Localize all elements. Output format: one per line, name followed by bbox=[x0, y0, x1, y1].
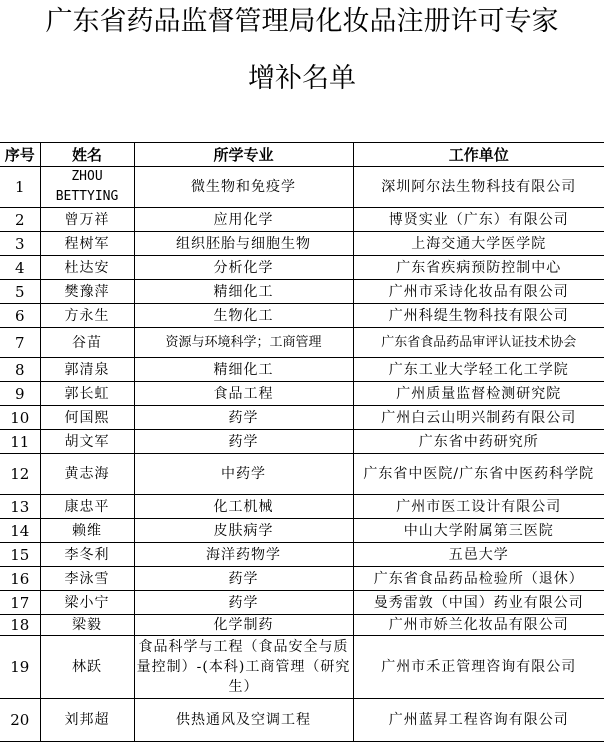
cell-name: 刘邦超 bbox=[40, 699, 134, 742]
cell-name: 程树军 bbox=[40, 232, 134, 256]
cell-unit: 广州市娇兰化妆品有限公司 bbox=[353, 615, 604, 636]
header-no: 序号 bbox=[0, 143, 40, 167]
cell-major: 应用化学 bbox=[134, 208, 353, 232]
cell-no: 10 bbox=[0, 406, 40, 430]
cell-name: 曾万祥 bbox=[40, 208, 134, 232]
table-row bbox=[0, 232, 604, 256]
cell-unit: 广州市采诗化妆品有限公司 bbox=[353, 280, 604, 304]
cell-name: 林跃 bbox=[40, 636, 134, 699]
cell-name: 黄志海 bbox=[40, 454, 134, 495]
table-row bbox=[0, 358, 604, 382]
cell-unit: 深圳阿尔法生物科技有限公司 bbox=[353, 167, 604, 208]
cell-unit: 广州市禾正管理咨询有限公司 bbox=[353, 636, 604, 699]
table-row bbox=[0, 615, 604, 636]
table-row bbox=[0, 382, 604, 406]
document-title: 广东省药品监督管理局化妆品注册许可专家 bbox=[45, 6, 559, 37]
cell-no: 5 bbox=[0, 280, 40, 304]
table-row bbox=[0, 280, 604, 304]
table-row bbox=[0, 406, 604, 430]
header-unit: 工作单位 bbox=[353, 143, 604, 167]
header-name: 姓名 bbox=[40, 143, 134, 167]
cell-major: 中药学 bbox=[134, 454, 353, 495]
cell-name: 方永生 bbox=[40, 304, 134, 328]
table-row bbox=[0, 636, 604, 699]
cell-major: 精细化工 bbox=[134, 358, 353, 382]
cell-major: 海洋药物学 bbox=[134, 543, 353, 567]
cell-name: ZHOU BETTYING bbox=[40, 167, 134, 208]
cell-no: 8 bbox=[0, 358, 40, 382]
cell-major: 供热通风及空调工程 bbox=[134, 699, 353, 742]
cell-no: 19 bbox=[0, 636, 40, 699]
cell-unit: 上海交通大学医学院 bbox=[353, 232, 604, 256]
cell-no: 13 bbox=[0, 495, 40, 519]
cell-unit: 广东省食品药品检验所（退休） bbox=[353, 567, 604, 591]
cell-unit: 广州市医工设计有限公司 bbox=[353, 495, 604, 519]
cell-no: 16 bbox=[0, 567, 40, 591]
cell-name: 郭长虹 bbox=[40, 382, 134, 406]
cell-major: 化工机械 bbox=[134, 495, 353, 519]
cell-no: 9 bbox=[0, 382, 40, 406]
cell-name: 杜达安 bbox=[40, 256, 134, 280]
table-row bbox=[0, 543, 604, 567]
table-row bbox=[0, 519, 604, 543]
cell-major: 精细化工 bbox=[134, 280, 353, 304]
cell-major: 化学制药 bbox=[134, 615, 353, 636]
cell-no: 20 bbox=[0, 699, 40, 742]
cell-unit: 曼秀雷敦（中国）药业有限公司 bbox=[353, 591, 604, 615]
table-row bbox=[0, 567, 604, 591]
cell-unit: 广东省疾病预防控制中心 bbox=[353, 256, 604, 280]
cell-no: 1 bbox=[0, 167, 40, 208]
table-row bbox=[0, 256, 604, 280]
cell-no: 3 bbox=[0, 232, 40, 256]
cell-no: 17 bbox=[0, 591, 40, 615]
cell-major: 药学 bbox=[134, 430, 353, 454]
cell-no: 6 bbox=[0, 304, 40, 328]
cell-major: 微生物和免疫学 bbox=[134, 167, 353, 208]
cell-major: 药学 bbox=[134, 591, 353, 615]
cell-unit: 广州白云山明兴制药有限公司 bbox=[353, 406, 604, 430]
cell-major: 药学 bbox=[134, 567, 353, 591]
cell-no: 7 bbox=[0, 328, 40, 358]
cell-name: 康忠平 bbox=[40, 495, 134, 519]
table-row bbox=[0, 495, 604, 519]
cell-name: 何国熙 bbox=[40, 406, 134, 430]
cell-unit: 广州质量监督检测研究院 bbox=[353, 382, 604, 406]
header-major: 所学专业 bbox=[134, 143, 353, 167]
cell-unit: 广东省中药研究所 bbox=[353, 430, 604, 454]
document-subtitle: 增补名单 bbox=[248, 63, 356, 94]
cell-unit: 广东工业大学轻工化工学院 bbox=[353, 358, 604, 382]
cell-unit: 中山大学附属第三医院 bbox=[353, 519, 604, 543]
cell-no: 18 bbox=[0, 615, 40, 636]
table-row bbox=[0, 208, 604, 232]
cell-unit: 五邑大学 bbox=[353, 543, 604, 567]
table-row bbox=[0, 454, 604, 495]
cell-unit: 广东省中医院/广东省中医药科学院 bbox=[353, 454, 604, 495]
cell-no: 4 bbox=[0, 256, 40, 280]
cell-name: 李冬利 bbox=[40, 543, 134, 567]
cell-major: 食品工程 bbox=[134, 382, 353, 406]
cell-major: 生物化工 bbox=[134, 304, 353, 328]
cell-major: 分析化学 bbox=[134, 256, 353, 280]
cell-name: 赖维 bbox=[40, 519, 134, 543]
cell-name: 李泳雪 bbox=[40, 567, 134, 591]
table-row bbox=[0, 167, 604, 208]
cell-major: 食品科学与工程（食品安全与质量控制）-(本科)工商管理（研究生） bbox=[134, 636, 353, 699]
cell-name: 谷苗 bbox=[40, 328, 134, 358]
cell-name: 郭清泉 bbox=[40, 358, 134, 382]
cell-no: 12 bbox=[0, 454, 40, 495]
cell-no: 11 bbox=[0, 430, 40, 454]
table-row bbox=[0, 430, 604, 454]
cell-name: 梁毅 bbox=[40, 615, 134, 636]
cell-no: 2 bbox=[0, 208, 40, 232]
cell-major: 皮肤病学 bbox=[134, 519, 353, 543]
cell-unit: 广州科缇生物科技有限公司 bbox=[353, 304, 604, 328]
cell-name: 樊豫萍 bbox=[40, 280, 134, 304]
cell-no: 15 bbox=[0, 543, 40, 567]
cell-unit: 博贤实业（广东）有限公司 bbox=[353, 208, 604, 232]
cell-name: 梁小宁 bbox=[40, 591, 134, 615]
table-row bbox=[0, 328, 604, 358]
cell-no: 14 bbox=[0, 519, 40, 543]
expert-list-table bbox=[0, 142, 604, 742]
table-row bbox=[0, 304, 604, 328]
cell-unit: 广州蓝昇工程咨询有限公司 bbox=[353, 699, 604, 742]
table-row bbox=[0, 699, 604, 742]
cell-name: 胡文军 bbox=[40, 430, 134, 454]
table-row bbox=[0, 591, 604, 615]
cell-major: 资源与环境科学；工商管理 bbox=[134, 328, 353, 358]
cell-major: 药学 bbox=[134, 406, 353, 430]
cell-unit: 广东省食品药品审评认证技术协会 bbox=[353, 328, 604, 358]
cell-major: 组织胚胎与细胞生物 bbox=[134, 232, 353, 256]
table-header-row bbox=[0, 143, 604, 167]
